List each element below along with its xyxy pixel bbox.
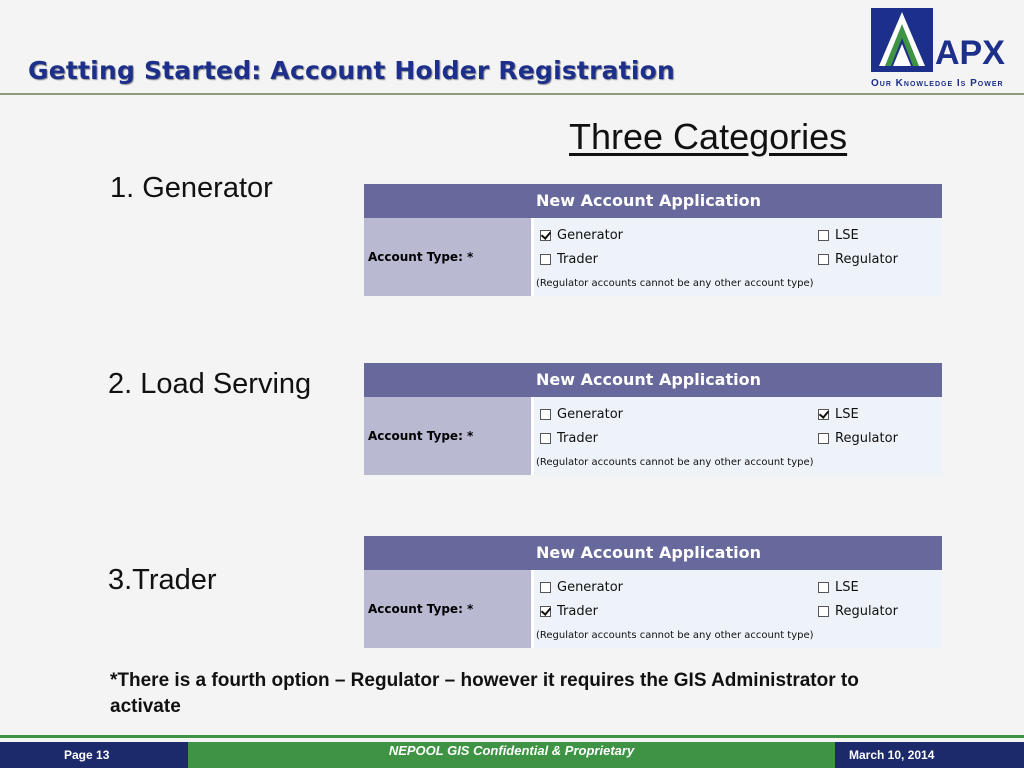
option-generator[interactable] <box>540 228 623 243</box>
option-label: LSE <box>835 407 859 422</box>
form-header: New Account Application <box>364 184 942 218</box>
form-header: New Account Application <box>364 536 942 570</box>
account-form-trader <box>364 536 942 648</box>
footer <box>0 733 1024 768</box>
category-load-serving-label: 2. Load Serving <box>108 368 312 400</box>
trader-checkbox[interactable] <box>540 433 551 444</box>
option-generator[interactable] <box>540 580 623 595</box>
option-lse[interactable] <box>818 580 859 595</box>
generator-checkbox[interactable] <box>540 409 551 420</box>
footer-divider <box>0 735 1024 738</box>
lse-checkbox[interactable] <box>818 582 829 593</box>
regulator-checkbox[interactable] <box>818 433 829 444</box>
option-label: Regulator <box>835 431 898 446</box>
category-generator-label: 1. Generator <box>110 172 273 204</box>
trader-checkbox[interactable] <box>540 254 551 265</box>
apx-logo-icon <box>871 8 933 72</box>
option-regulator[interactable] <box>818 252 898 267</box>
generator-checkbox[interactable] <box>540 582 551 593</box>
regulator-note: (Regulator accounts cannot be any other account type) <box>536 278 814 289</box>
option-label: Generator <box>557 407 624 422</box>
account-type-label: Account Type: * <box>364 570 531 648</box>
account-form-lse <box>364 363 942 475</box>
regulator-footnote: *There is a fourth option – Regulator – however it requires the GIS Administrator to activate <box>110 670 859 717</box>
section-title: Three Categories <box>569 116 848 157</box>
lse-checkbox[interactable] <box>818 230 829 241</box>
option-trader[interactable] <box>540 431 598 446</box>
regulator-note: (Regulator accounts cannot be any other account type) <box>536 457 814 468</box>
option-label: Generator <box>557 580 624 595</box>
page-number: Page 13 <box>0 742 188 768</box>
option-label: Trader <box>557 252 598 267</box>
confidential-notice: NEPOOL GIS Confidential & Proprietary <box>388 743 635 758</box>
slide-title: Getting Started: Account Holder Registration <box>28 56 675 85</box>
option-label: Trader <box>557 604 598 619</box>
trader-checkbox[interactable] <box>540 606 551 617</box>
apx-wordmark: APX <box>935 34 1005 72</box>
option-generator[interactable] <box>540 407 623 422</box>
regulator-checkbox[interactable] <box>818 254 829 265</box>
footer-date: March 10, 2014 <box>835 742 1024 768</box>
regulator-note: (Regulator accounts cannot be any other account type) <box>536 630 814 641</box>
apx-tagline: Our Knowledge Is Power <box>871 78 1004 89</box>
form-header: New Account Application <box>364 363 942 397</box>
account-form-generator <box>364 184 942 296</box>
account-type-label: Account Type: * <box>364 397 531 475</box>
option-label: LSE <box>835 228 859 243</box>
option-lse[interactable] <box>818 407 859 422</box>
option-regulator[interactable] <box>818 604 898 619</box>
apx-logo <box>871 8 1017 94</box>
option-label: Trader <box>557 431 598 446</box>
regulator-checkbox[interactable] <box>818 606 829 617</box>
option-label: Regulator <box>835 604 898 619</box>
lse-checkbox[interactable] <box>818 409 829 420</box>
option-trader[interactable] <box>540 604 598 619</box>
option-label: Regulator <box>835 252 898 267</box>
account-type-label: Account Type: * <box>364 218 531 296</box>
generator-checkbox[interactable] <box>540 230 551 241</box>
category-trader-label: 3.Trader <box>108 564 217 596</box>
option-lse[interactable] <box>818 228 859 243</box>
option-label: LSE <box>835 580 859 595</box>
option-trader[interactable] <box>540 252 598 267</box>
option-label: Generator <box>557 228 624 243</box>
option-regulator[interactable] <box>818 431 898 446</box>
